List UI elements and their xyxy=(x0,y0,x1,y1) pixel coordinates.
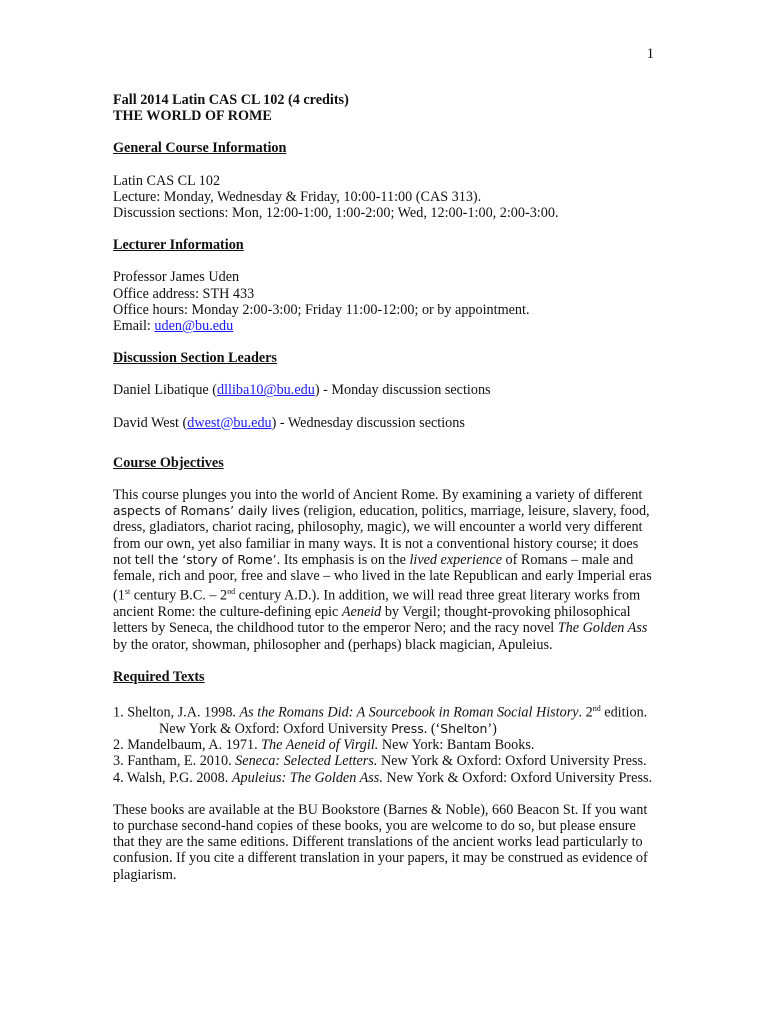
text-run-italic: The Aeneid of Virgil. xyxy=(261,737,379,754)
reference-2 xyxy=(113,737,653,753)
text-run: Shelton xyxy=(440,720,488,736)
objectives-paragraph xyxy=(113,487,653,653)
text-run: . (‘ xyxy=(423,720,441,737)
text-run: . 2 xyxy=(578,704,593,721)
superscript: nd xyxy=(227,587,236,597)
lecturer-name: Professor James Uden xyxy=(113,269,240,286)
document-body xyxy=(113,92,653,883)
page-number: 1 xyxy=(646,46,654,62)
general-heading: General Course Information xyxy=(113,140,287,157)
text-run: tell the ‘story of Rome’ xyxy=(134,551,277,567)
text-run-italic: The Golden Ass xyxy=(557,620,648,637)
reference-4 xyxy=(113,770,653,786)
text-run: 2. Mandelbaum, A. 1971. xyxy=(113,737,262,754)
text-run: Press xyxy=(391,720,424,736)
leader-role: ) - Monday discussion sections xyxy=(314,382,491,399)
text-run: New York & Oxford: Oxford University Press. xyxy=(382,769,653,786)
office-hours: Office hours: Monday 2:00-3:00; Friday 11:00-12:00; or by appointment. xyxy=(113,301,530,318)
text-run: New York & Oxford: Oxford University Press. xyxy=(377,753,647,770)
office-address: Office address: STH 433 xyxy=(113,285,255,302)
text-run: 3. Fantham, E. 2010. xyxy=(113,753,236,770)
leader-libatique xyxy=(113,382,653,398)
text-run: New York: Bantam Books. xyxy=(378,737,535,754)
leader-west xyxy=(113,415,653,431)
text-run: (religion, education, politics, marriage, leisure, slavery, food, dress, gladiators, chariot racing, philosophy, magic), we will encounter a world very different from our own, yet also familiar in many ways. It is not a conventional history course; it does not xyxy=(113,503,650,568)
text-run: aspects of Romans’ daily lives xyxy=(113,503,300,519)
leader-role: ) - Wednesday discussion sections xyxy=(271,414,465,431)
course-title-line2: THE WORLD OF ROME xyxy=(113,108,272,125)
lecturer-email-line xyxy=(113,318,653,334)
text-run: century B.C. – 2 xyxy=(130,588,228,604)
text-run-italic: As the Romans Did: A Sourcebook in Roman Social History xyxy=(239,704,579,721)
text-run-italic: lived experience xyxy=(409,551,502,568)
libatique-email-link[interactable]: dlliba10@bu.edu xyxy=(217,382,315,399)
texts-heading: Required Texts xyxy=(113,668,205,685)
reference-1 xyxy=(113,701,653,737)
text-run-italic: Aeneid xyxy=(341,604,382,621)
email-label: Email: xyxy=(113,318,155,335)
text-run-italic: Apuleius: The Golden Ass. xyxy=(231,769,383,786)
course-code: Latin CAS CL 102 xyxy=(113,172,221,189)
text-run: by Vergil; thought-provoking philosophical letters by Seneca, the childhood tutor to the emperor Nero; and the racy novel xyxy=(113,604,631,637)
text-run: by the orator, showman, philosopher and (perhaps) black magician, Apuleius. xyxy=(113,636,553,653)
leader-name: Daniel Libatique ( xyxy=(113,382,218,399)
text-run: . Its emphasis is on the xyxy=(276,551,410,568)
leader-name: David West ( xyxy=(113,414,188,431)
text-run: ’) xyxy=(487,720,497,737)
text-run: 1. Shelton, J.A. 1998. xyxy=(113,704,240,721)
lecturer-email-link[interactable]: uden@bu.edu xyxy=(154,318,234,335)
west-email-link[interactable]: dwest@bu.edu xyxy=(187,414,272,431)
discussion-times: Discussion sections: Mon, 12:00-1:00, 1:00-2:00; Wed, 12:00-1:00, 2:00-3:00. xyxy=(113,205,559,222)
reference-3 xyxy=(113,753,653,769)
superscript: st xyxy=(124,587,131,597)
text-run: edition. New York & Oxford: Oxford University xyxy=(159,704,648,737)
superscript: nd xyxy=(592,704,601,714)
text-run: of Romans – male and female, rich and poor, free and slave – who lived in the late Republican and early Imperial eras (1 xyxy=(113,551,652,604)
leaders-heading: Discussion Section Leaders xyxy=(113,350,277,367)
lecture-time: Lecture: Monday, Wednesday & Friday, 10:00-11:00 (CAS 313). xyxy=(113,188,482,205)
objectives-heading: Course Objectives xyxy=(113,454,224,471)
text-run: 4. Walsh, P.G. 2008. xyxy=(113,769,232,786)
text-run: This course plunges you into the world of Ancient Rome. By examining a variety of different xyxy=(113,487,643,504)
bookstore-paragraph: These books are available at the BU Bookstore (Barnes & Noble), 660 Beacon St. If you want to purchase second-hand copies of these books, you are welcome to do so, but please ensure that they are the same editions. Different translations of the ancient works lead particularly to confusion. If you cite a different translation in your papers, it may be construed as evidence of plagiarism. xyxy=(113,801,648,883)
lecturer-heading: Lecturer Information xyxy=(113,237,244,254)
text-run: century A.D.). In addition, we will read three great literary works from ancient Rome: the culture-defining epic xyxy=(113,588,641,621)
text-run-italic: Seneca: Selected Letters. xyxy=(235,753,378,770)
course-title-line1: Fall 2014 Latin CAS CL 102 (4 credits) xyxy=(113,92,349,108)
